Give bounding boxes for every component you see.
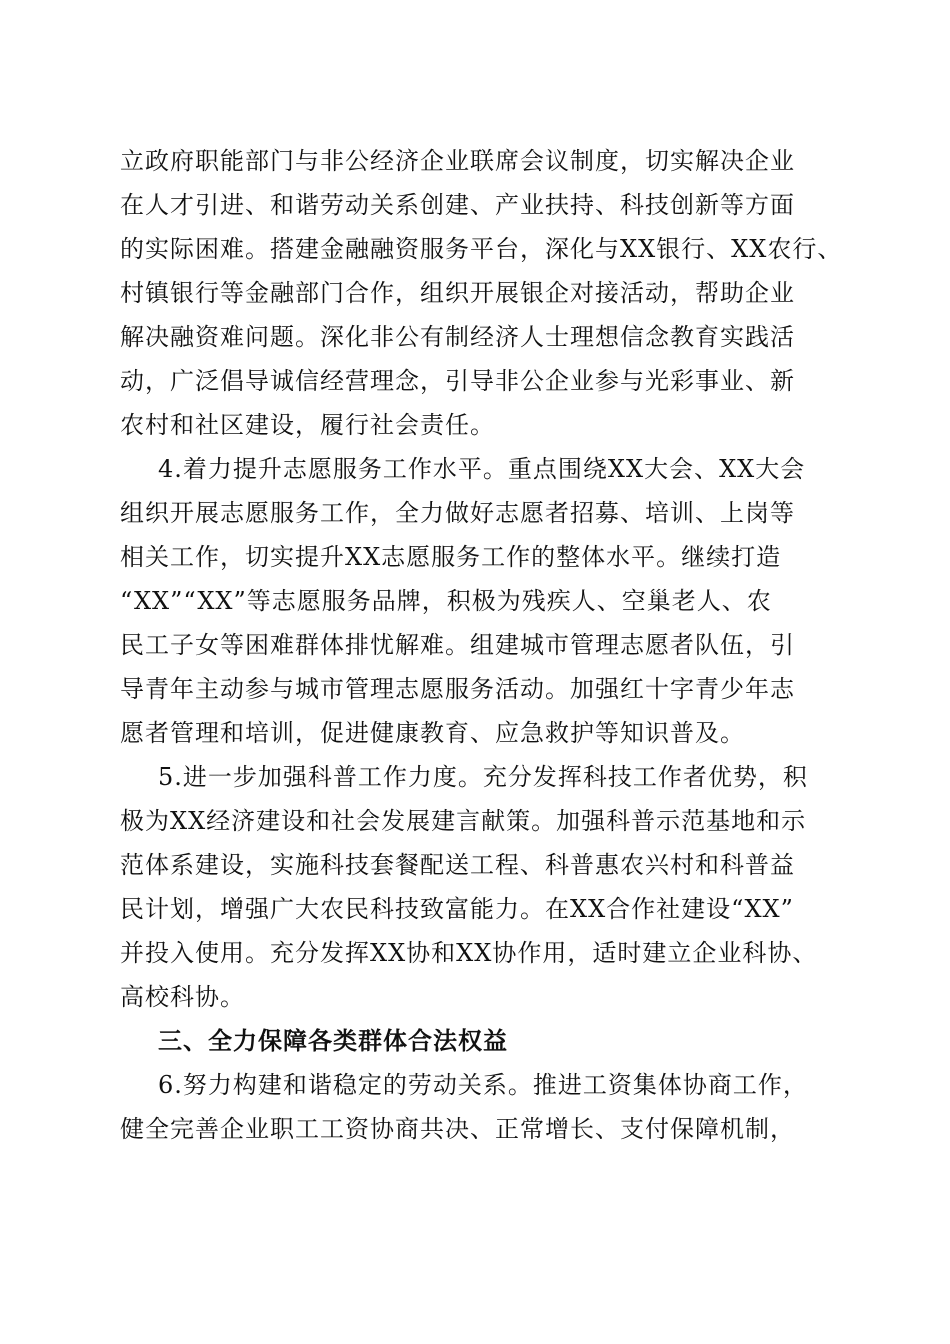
paragraph-1-line-5: 解决融资难问题。深化非公有制经济人士理想信念教育实践活 bbox=[120, 323, 795, 351]
paragraph-1-line-7: 农村和社区建设，履行社会责任。 bbox=[120, 411, 495, 439]
paragraph-4-line-1: 4.着力提升志愿服务工作水平。重点围绕XX大会、XX大会 bbox=[158, 455, 806, 483]
section-heading: 三、全力保障各类群体合法权益 bbox=[158, 1027, 508, 1055]
paragraph-5-line-3: 范体系建设，实施科技套餐配送工程、科普惠农兴村和科普益 bbox=[120, 851, 795, 879]
paragraph-5-line-6: 高校科协。 bbox=[120, 983, 245, 1011]
paragraph-5-line-2: 极为XX经济建设和社会发展建言献策。加强科普示范基地和示 bbox=[120, 807, 807, 835]
paragraph-1-line-1: 立政府职能部门与非公经济企业联席会议制度，切实解决企业 bbox=[120, 147, 795, 175]
paragraph-6-line-2: 健全完善企业职工工资协商共决、正常增长、支付保障机制， bbox=[120, 1115, 795, 1143]
paragraph-4-line-6: 导青年主动参与城市管理志愿服务活动。加强红十字青少年志 bbox=[120, 675, 795, 703]
paragraph-5-line-5: 并投入使用。充分发挥XX协和XX协作用，适时建立企业科协、 bbox=[120, 939, 818, 967]
paragraph-1-line-2: 在人才引进、和谐劳动关系创建、产业扶持、科技创新等方面 bbox=[120, 191, 795, 219]
paragraph-1-line-4: 村镇银行等金融部门合作，组织开展银企对接活动，帮助企业 bbox=[120, 279, 795, 307]
paragraph-5-line-4: 民计划，增强广大农民科技致富能力。在XX合作社建设“XX” bbox=[120, 895, 794, 923]
paragraph-6-line-1: 6.努力构建和谐稳定的劳动关系。推进工资集体协商工作， bbox=[158, 1071, 808, 1099]
paragraph-1-line-3: 的实际困难。搭建金融融资服务平台，深化与XX银行、XX农行、 bbox=[120, 235, 843, 263]
paragraph-5-line-1: 5.进一步加强科普工作力度。充分发挥科技工作者优势，积 bbox=[158, 763, 808, 791]
paragraph-4-line-3: 相关工作，切实提升XX志愿服务工作的整体水平。继续打造 bbox=[120, 543, 782, 571]
paragraph-4-line-5: 民工子女等困难群体排忧解难。组建城市管理志愿者队伍，引 bbox=[120, 631, 795, 659]
paragraph-4-line-7: 愿者管理和培训，促进健康教育、应急救护等知识普及。 bbox=[120, 719, 745, 747]
paragraph-4-line-4: “XX”“XX”等志愿服务品牌，积极为残疾人、空巢老人、农 bbox=[120, 587, 772, 615]
paragraph-1-line-6: 动，广泛倡导诚信经营理念，引导非公企业参与光彩事业、新 bbox=[120, 367, 795, 395]
paragraph-4-line-2: 组织开展志愿服务工作，全力做好志愿者招募、培训、上岗等 bbox=[120, 499, 795, 527]
